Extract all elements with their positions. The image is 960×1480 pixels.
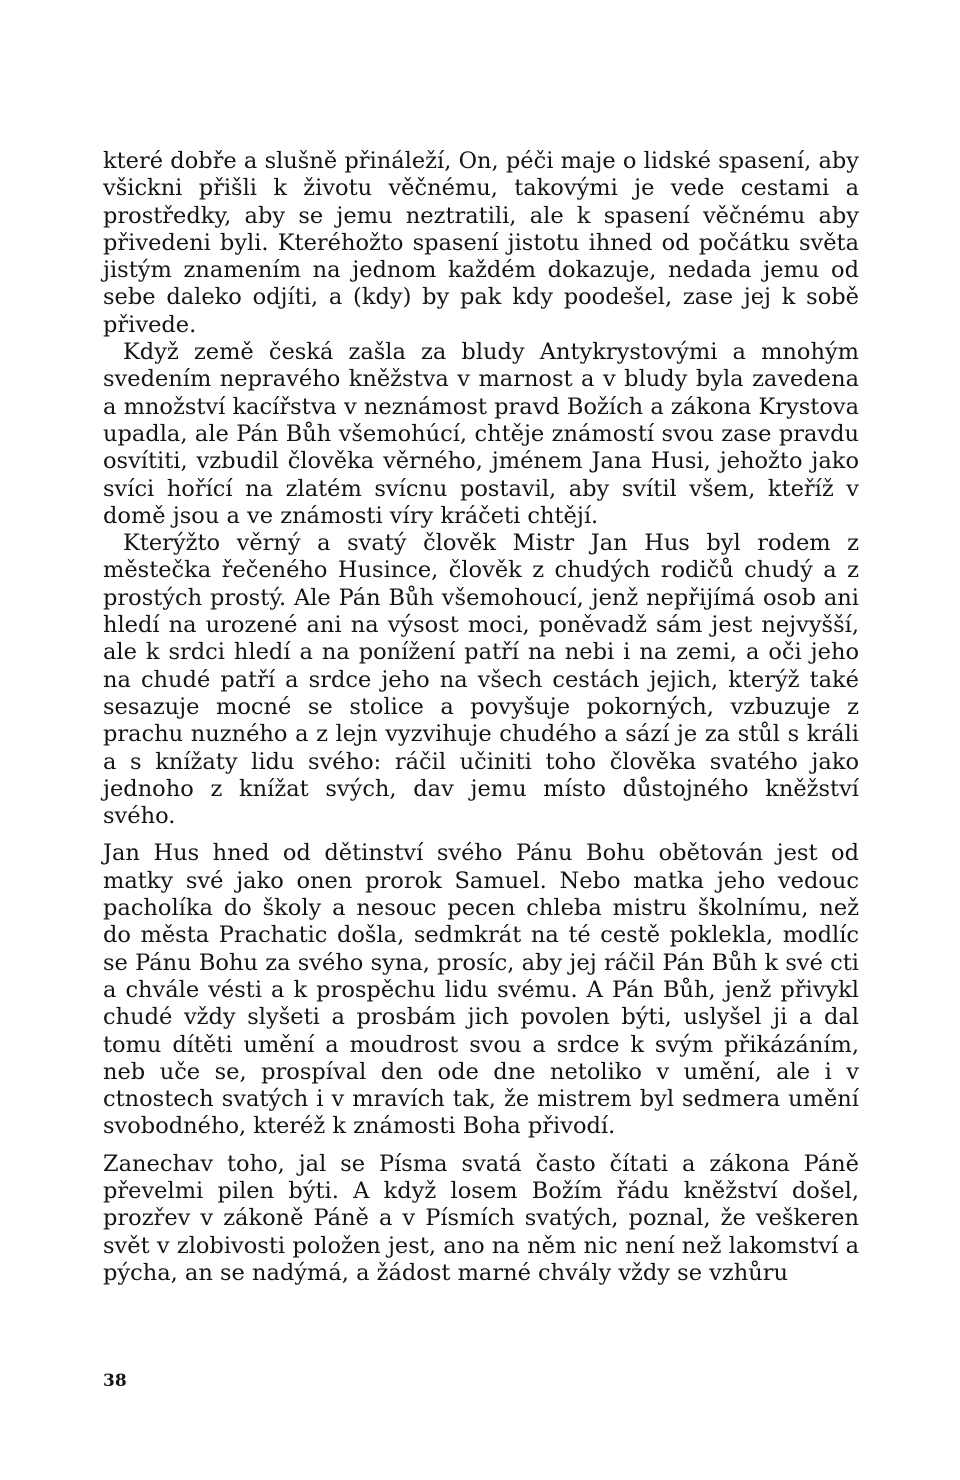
paragraph-2: Když země česká zašla za bludy Antykrystovými a mnohým svedením nepravého kněžstva v marnost a v bludy byla zavedena a množství kacířstva v neznámost pravd Božích a zákona Krystova upadla, ale Pán Bůh všemohúcí, chtěje známostí svou zase pravdu osvítiti, vzbudil člověka věrného, jménem Jana Husi, jehožto jako svíci hořící na zlatém svícnu postavil, aby svítil všem, kteříž v domě jsou a ve známosti víry kráčeti chtějí. bbox=[103, 339, 859, 529]
page-body bbox=[103, 148, 859, 1287]
paragraph-3: Kterýžto věrný a svatý člověk Mistr Jan Hus byl rodem z městečka řečeného Husince, člověk z chudých rodičů chudý a z prostých prostý. Ale Pán Bůh všemohoucí, jenž nepřijímá osob ani hledí na urozené ani na výsost moci, poněvadž sám jest nejvyšší, ale k srdci hledí a na ponížení patří na nebi i na zemi, a oči jeho na chudé patří a srdce jeho na všech cestách jejich, kterýž také sesazuje mocné se stolice a povyšuje pokorných, vzbuzuje z prachu nuzného a z lejn vyzvihuje chudého a sází je za stůl s králi a s knížaty lidu svého: ráčil učiniti toho člověka svatého jako jednoho z knížat svých, dav jemu místo důstojného kněžství svého. bbox=[103, 530, 859, 830]
paragraph-1: které dobře a slušně přináleží, On, péči maje o lidské spasení, aby všickni přišli k životu věčnému, takovými je vede cestami a prostředky, aby se jemu neztratili, ale k spasení věčnému aby přivedeni byli. Kteréhožto spasení jistotu ihned od počátku světa jistým znamením na jednom každém dokazuje, nedada jemu od sebe daleko odjíti, a (kdy) by pak kdy poodešel, zase jej k sobě přivede. bbox=[103, 148, 859, 338]
paragraph-4: Jan Hus hned od dětinství svého Pánu Bohu obětován jest od matky své jako onen prorok Samuel. Nebo matka jeho vedouc pacholíka do školy a nesouc pecen chleba mistru školnímu, než do města Prachatic došla, sedmkrát na té cestě poklekla, modlíc se Pánu Bohu za svého syna, prosíc, aby jej ráčil Pán Bůh k své cti a chvále vésti a k prospěchu lidu svému. A Pán Bůh, jenž přivykl chudé vždy slyšeti a prosbám jich povolen býti, uslyšel ji a dal tomu dítěti umění a moudrost svou a srdce k svým přikázáním, neb uče se, prospíval den ode dne netoliko v umění, ale i v ctnostech svatých i v mravích tak, že mistrem byl sedmera umění svobodného, kteréž k známosti Boha přivodí. bbox=[103, 840, 859, 1140]
paragraph-5: Zanechav toho, jal se Písma svatá často čítati a zákona Páně převelmi pilen býti. A když losem Božím řádu kněžství došel, prozřev v zákoně Páně a v Písmích svatých, poznal, že veškeren svět v zlobivosti položen jest, ano na něm nic není než lakomství a pýcha, an se nadýmá, a žádost marné chvály vždy se vzhůru bbox=[103, 1150, 859, 1286]
page-number: 38 bbox=[103, 1371, 127, 1391]
